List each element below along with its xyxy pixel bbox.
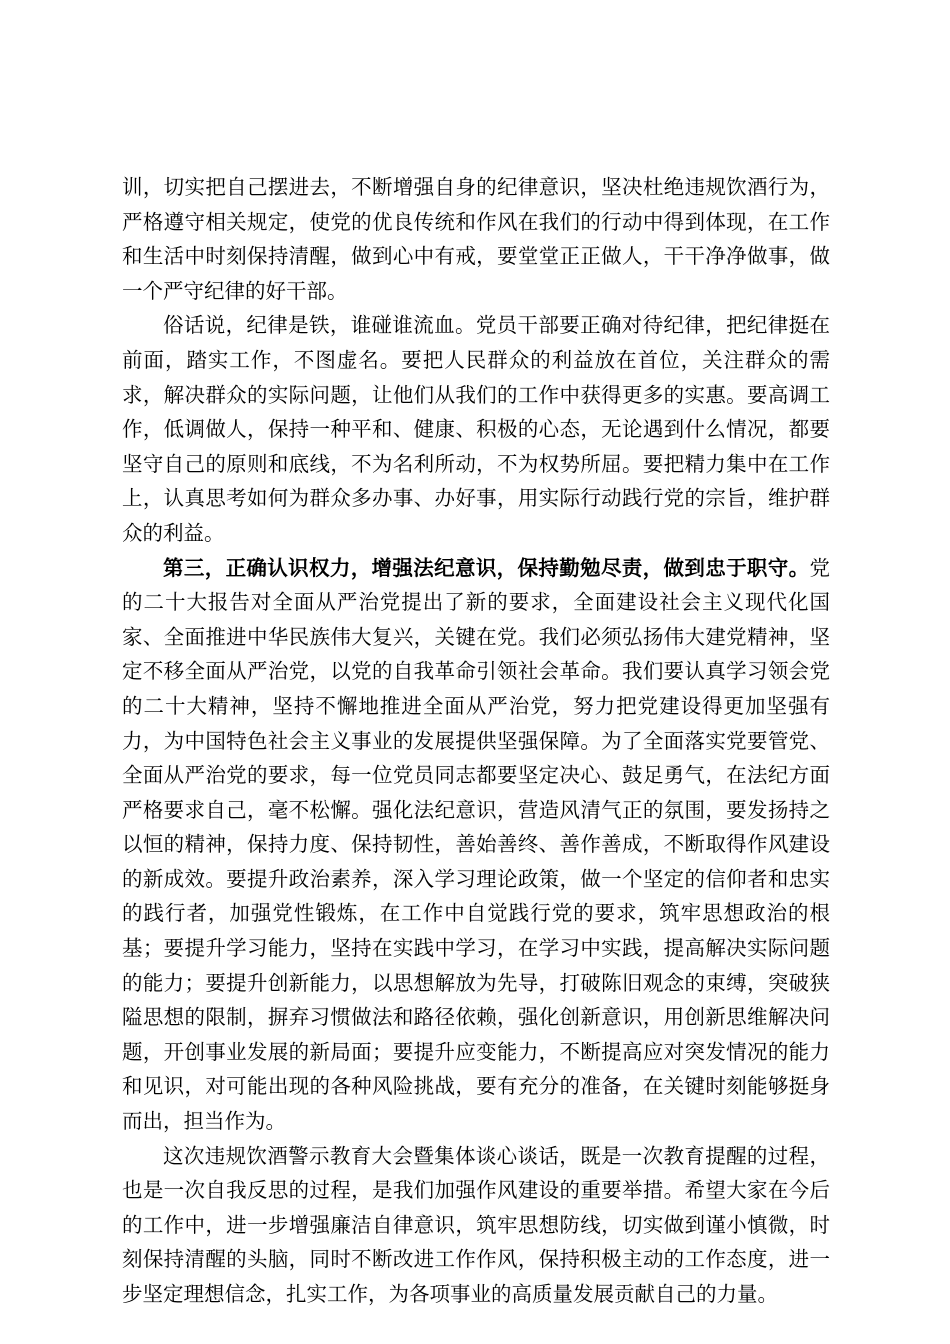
document-body	[122, 170, 830, 1312]
paragraph-continuation	[122, 170, 830, 308]
paragraph-heading: 第三，正确认识权力，增强法纪意识，保持勤勉尽责，做到忠于职守。	[163, 555, 810, 580]
paragraph-third-point	[122, 551, 830, 1139]
paragraph-discipline	[122, 308, 830, 550]
paragraph-text: 这次违规饮酒警示教育大会暨集体谈心谈话，既是一次教育提醒的过程，也是一次自我反思的过程，是我们加强作风建设的重要举措。希望大家在今后的工作中，进一步增强廉洁自律意识，筑牢思想防线，切实做到谨小慎微，时刻保持清醒的头脑，同时不断改进工作作风，保持积极主动的工作态度，进一步坚定理想信念，扎实工作，为各项事业的高质量发展贡献自己的力量。	[122, 1143, 830, 1306]
paragraph-conclusion	[122, 1139, 830, 1312]
paragraph-text: 训，切实把自己摆进去，不断增强自身的纪律意识，坚决杜绝违规饮酒行为，严格遵守相关规定，使党的优良传统和作风在我们的行动中得到体现，在工作和生活中时刻保持清醒，做到心中有戒，要堂堂正正做人，干干净净做事，做一个严守纪律的好干部。	[122, 175, 830, 303]
paragraph-text: 俗话说，纪律是铁，谁碰谁流血。党员干部要正确对待纪律，把纪律挺在前面，踏实工作，不图虚名。要把人民群众的利益放在首位，关注群众的需求，解决群众的实际问题，让他们从我们的工作中获得更多的实惠。要高调工作，低调做人，保持一种平和、健康、积极的心态，无论遇到什么情况，都要坚守自己的原则和底线，不为名利所动，不为权势所屈。要把精力集中在工作上，认真思考如何为群众多办事、办好事，用实际行动践行党的宗旨，维护群众的利益。	[122, 313, 830, 545]
paragraph-text: 党的二十大报告对全面从严治党提出了新的要求，全面建设社会主义现代化国家、全面推进中华民族伟大复兴，关键在党。我们必须弘扬伟大建党精神，坚定不移全面从严治党，以党的自我革命引领社会革命。我们要认真学习领会党的二十大精神，坚持不懈地推进全面从严治党，努力把党建设得更加坚强有力，为中国特色社会主义事业的发展提供坚强保障。为了全面落实党要管党、全面从严治党的要求，每一位党员同志都要坚定决心、鼓足勇气，在法纪方面严格要求自己，毫不松懈。强化法纪意识，营造风清气正的氛围，要发扬持之以恒的精神，保持力度、保持韧性，善始善终、善作善成，不断取得作风建设的新成效。要提升政治素养，深入学习理论政策，做一个坚定的信仰者和忠实的践行者，加强党性锻炼，在工作中自觉践行党的要求，筑牢思想政治的根基；要提升学习能力，坚持在实践中学习，在学习中实践，提高解决实际问题的能力；要提升创新能力，以思想解放为先导，打破陈旧观念的束缚，突破狭隘思想的限制，摒弃习惯做法和路径依赖，强化创新意识，用创新思维解决问题，开创事业发展的新局面；要提升应变能力，不断提高应对突发情况的能力和见识，对可能出现的各种风险挑战，要有充分的准备，在关键时刻能够挺身而出，担当作为。	[122, 555, 830, 1134]
